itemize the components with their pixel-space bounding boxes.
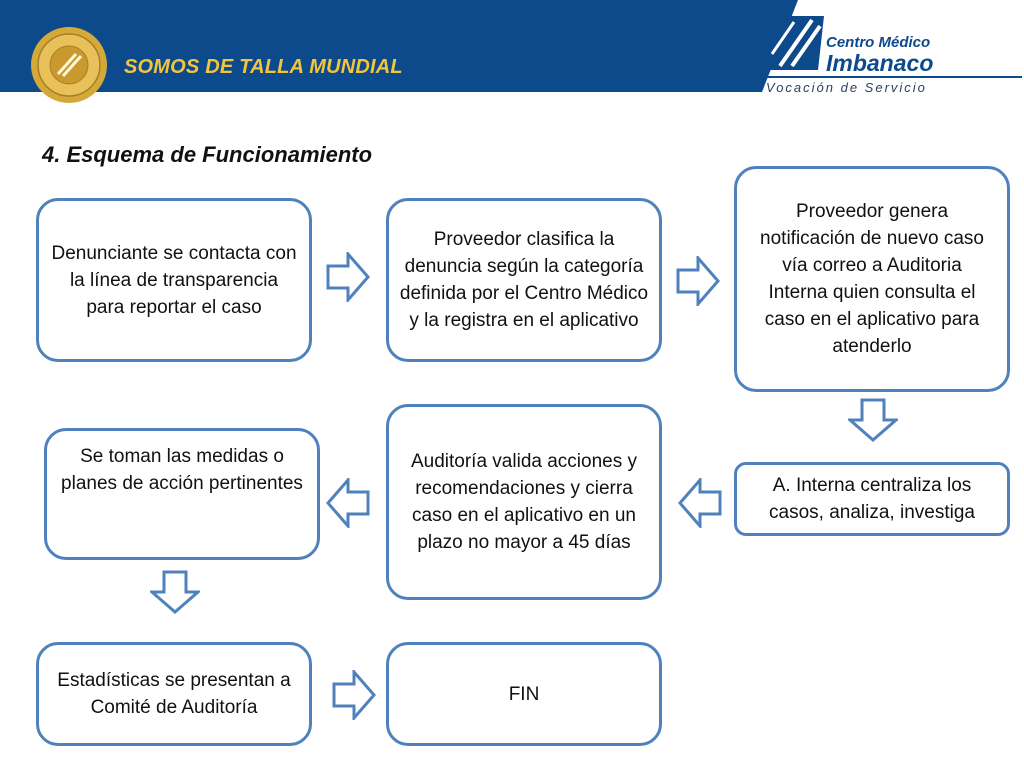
logo-name-line2: Imbanaco <box>826 50 934 76</box>
arrow-down-icon <box>848 398 898 442</box>
step-4-text: A. Interna centraliza los casos, analiza, investiga <box>769 475 975 523</box>
step-7-box <box>36 642 312 746</box>
step-6-box <box>44 428 320 560</box>
step-3-box <box>734 166 1010 392</box>
arrow-left-icon <box>326 478 370 528</box>
logo-divider <box>764 76 1022 78</box>
logo-name-line1: Centro Médico <box>826 34 931 51</box>
step-2-box <box>386 198 662 362</box>
step-3-text: Proveedor genera notificación de nuevo caso vía correo a Auditoria Interna quien consulta el caso en el aplicativo para atenderlo <box>760 201 984 357</box>
imbanaco-logo-icon <box>766 14 826 72</box>
arrow-left-icon <box>678 478 722 528</box>
arrow-down-icon <box>150 570 200 614</box>
step-7-text: Estadísticas se presentan a Comité de Auditoría <box>57 670 291 718</box>
step-8-box <box>386 642 662 746</box>
step-5-text: Auditoría valida acciones y recomendaciones y cierra caso en el aplicativo en un plazo no mayor a 45 días <box>410 451 637 553</box>
step-4-box <box>734 462 1010 536</box>
header-slogan: SOMOS DE TALLA MUNDIAL <box>124 56 403 78</box>
step-5-box <box>386 404 662 600</box>
step-1-text: Denunciante se contacta con la línea de transparencia para reportar el caso <box>51 242 297 318</box>
section-title: 4. Esquema de Funcionamiento <box>42 142 373 167</box>
step-8-text: FIN <box>508 683 540 705</box>
step-1-box <box>36 198 312 362</box>
arrow-right-icon <box>676 256 720 306</box>
logo-tagline: Vocación de Servicio <box>766 80 927 95</box>
step-6-text: Se toman las medidas o planes de acción pertinentes <box>61 446 303 494</box>
step-2-text: Proveedor clasifica la denuncia según la categoría definida por el Centro Médico y la registra en el aplicativo <box>399 229 649 331</box>
jci-seal-icon <box>30 26 108 104</box>
arrow-right-icon <box>332 670 376 720</box>
arrow-right-icon <box>326 252 370 302</box>
